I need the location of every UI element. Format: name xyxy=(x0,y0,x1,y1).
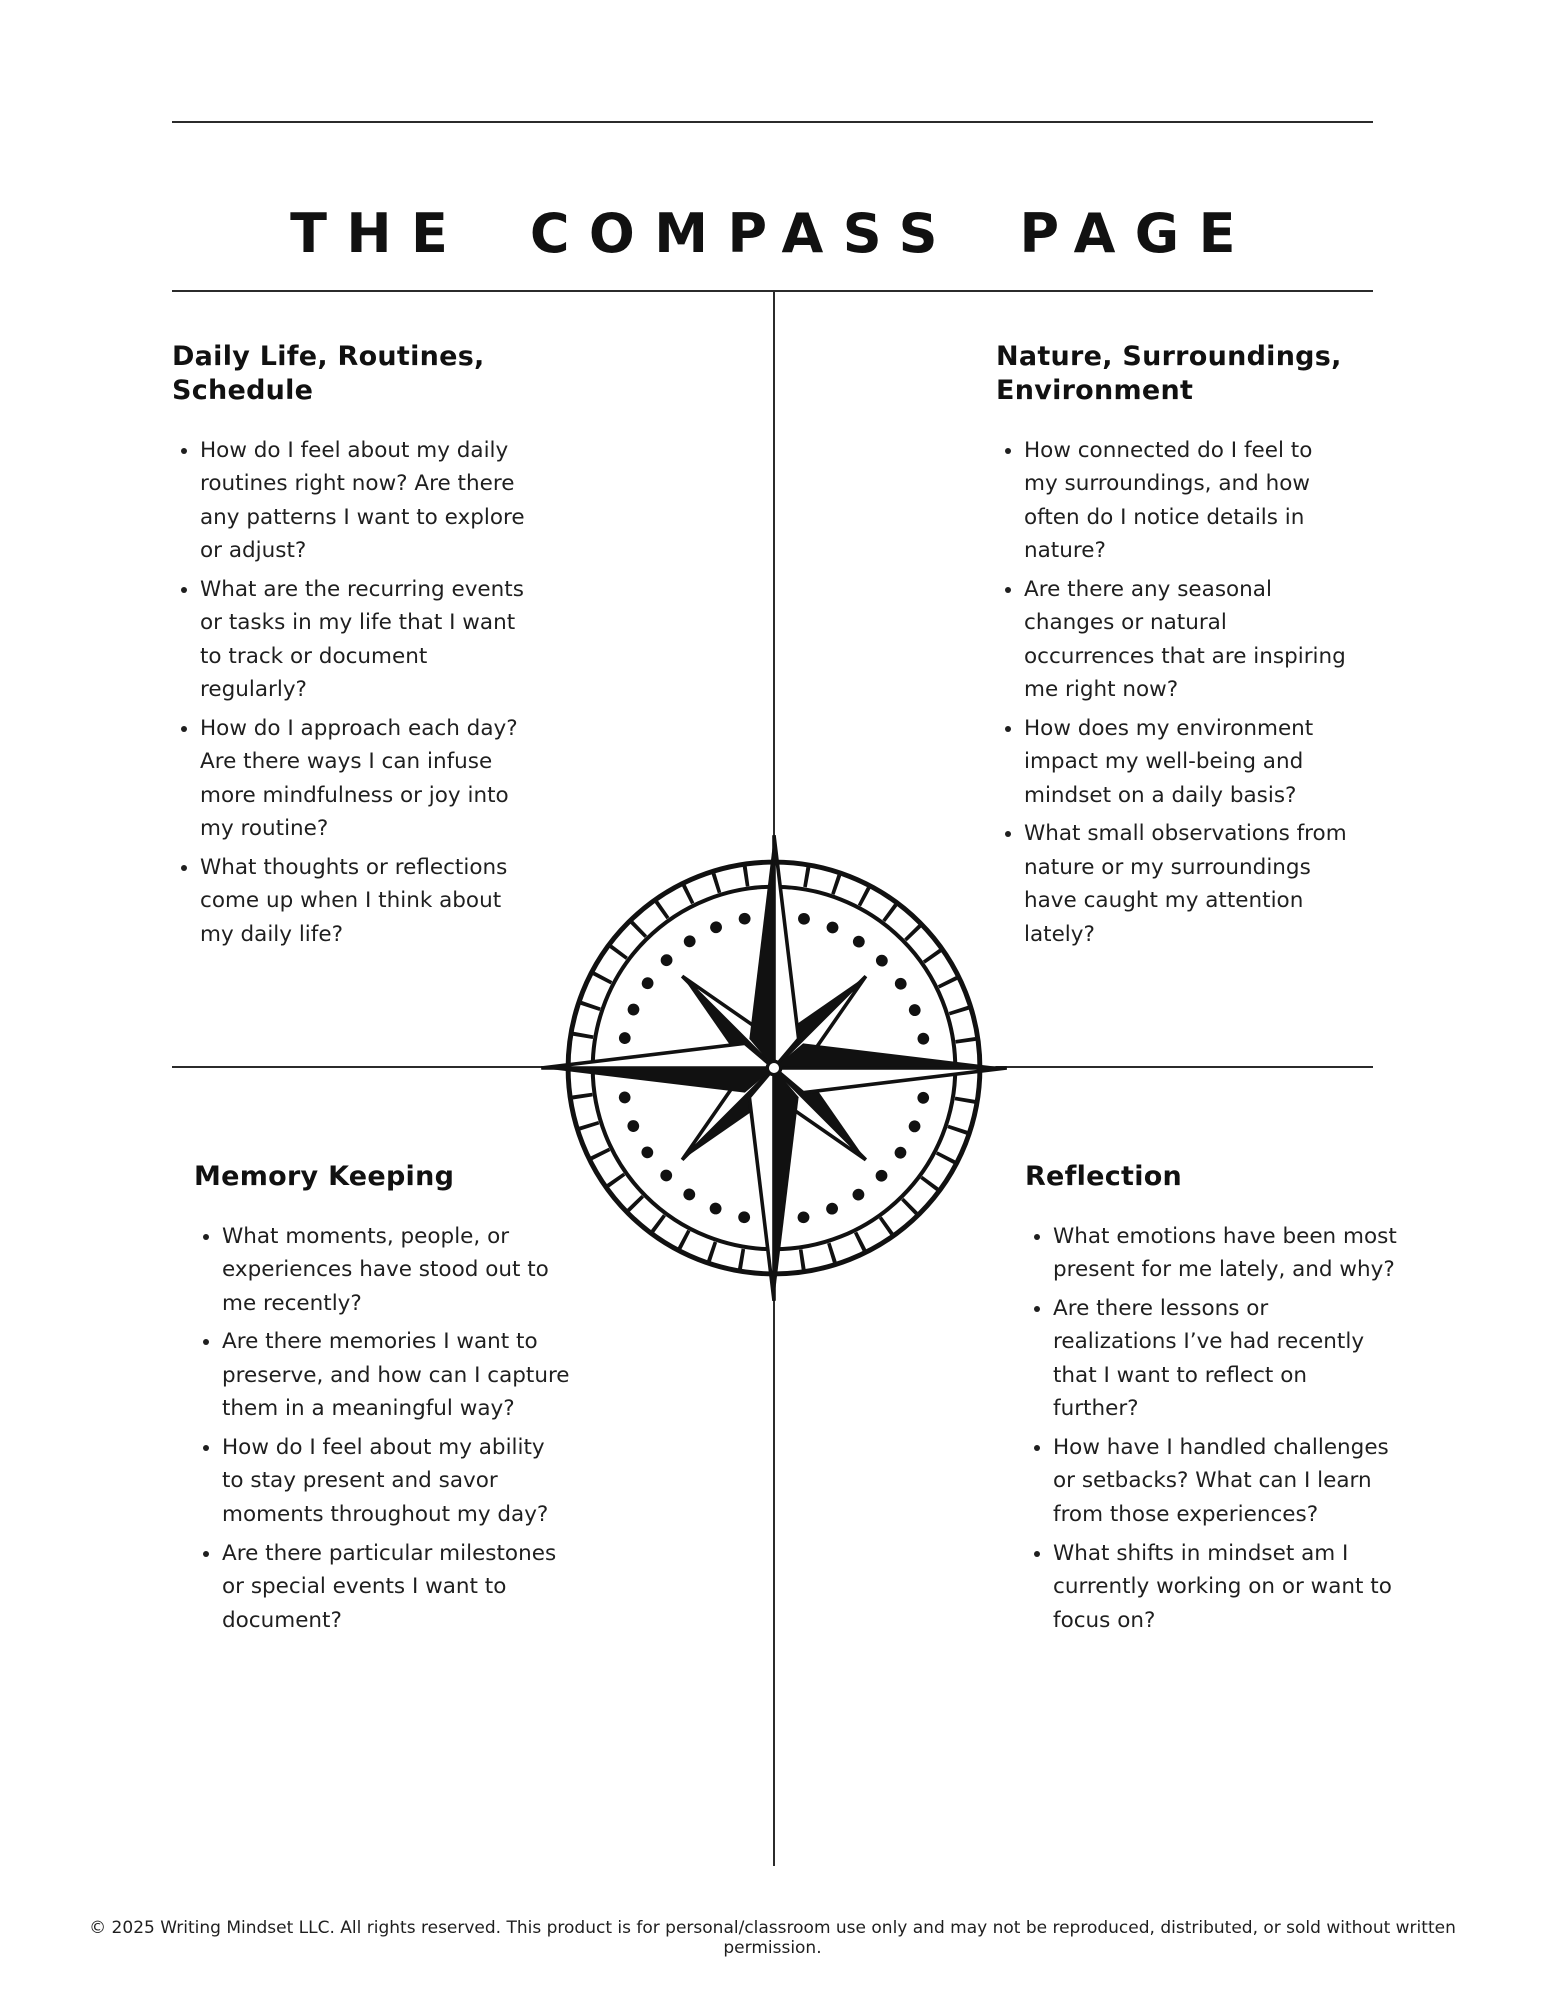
question-item: • How do I feel about my daily routines right now? Are there any patterns I want to explore or adjust? xyxy=(200,434,532,568)
question-item: • Are there any seasonal changes or natural occurrences that are inspiring me right now? xyxy=(1024,573,1348,707)
question-item: • Are there lessons or realizations I’ve had recently that I want to reflect on further? xyxy=(1053,1292,1397,1426)
page-title: THE COMPASS PAGE xyxy=(290,202,1255,266)
question-item: • What thoughts or reflections come up when I think about my daily life? xyxy=(200,851,532,952)
top-divider xyxy=(172,121,1373,123)
quadrant-heading-reflection: Reflection xyxy=(1025,1161,1183,1192)
quadrant-nature xyxy=(996,340,1348,956)
quadrant-memory-keeping xyxy=(194,1160,572,1642)
question-item: • What emotions have been most present for me lately, and why? xyxy=(1053,1220,1397,1287)
question-item: • Are there memories I want to preserve, and how can I capture them in a meaningful way? xyxy=(222,1325,572,1426)
question-item: • How do I approach each day? Are there ways I can infuse more mindfulness or joy into my routine? xyxy=(200,712,532,846)
question-item: • How connected do I feel to my surroundings, and how often do I notice details in nature? xyxy=(1024,434,1348,568)
quadrant-heading-daily-life: Daily Life, Routines, Schedule xyxy=(172,341,485,406)
question-item: • How do I feel about my ability to stay present and savor moments throughout my day? xyxy=(222,1431,572,1532)
question-list-daily-life xyxy=(172,434,532,952)
question-list-memory-keeping xyxy=(194,1220,572,1637)
question-item: • How have I handled challenges or setbacks? What can I learn from those experiences? xyxy=(1053,1431,1397,1532)
question-item: • What moments, people, or experiences have stood out to me recently? xyxy=(222,1220,572,1321)
question-list-reflection xyxy=(1025,1220,1397,1637)
question-item: • What are the recurring events or tasks in my life that I want to track or document regularly? xyxy=(200,573,532,707)
question-item: • Are there particular milestones or special events I want to document? xyxy=(222,1537,572,1638)
quadrant-heading-memory-keeping: Memory Keeping xyxy=(194,1161,455,1192)
question-item: • How does my environment impact my well-being and mindset on a daily basis? xyxy=(1024,712,1348,813)
question-item: • What shifts in mindset am I currently working on or want to focus on? xyxy=(1053,1537,1397,1638)
copyright-footer: © 2025 Writing Mindset LLC. All rights reserved. This product is for personal/classroom use only and may not be reproduced, distributed, or sold without written permission. xyxy=(89,1918,1456,1958)
question-item: • What small observations from nature or my surroundings have caught my attention lately? xyxy=(1024,817,1348,951)
quadrant-reflection xyxy=(1025,1160,1397,1642)
quadrant-heading-nature: Nature, Surroundings, Environment xyxy=(996,341,1342,406)
quadrant-daily-life xyxy=(172,340,532,956)
question-list-nature xyxy=(996,434,1348,952)
compass-rose-icon xyxy=(539,833,1009,1303)
